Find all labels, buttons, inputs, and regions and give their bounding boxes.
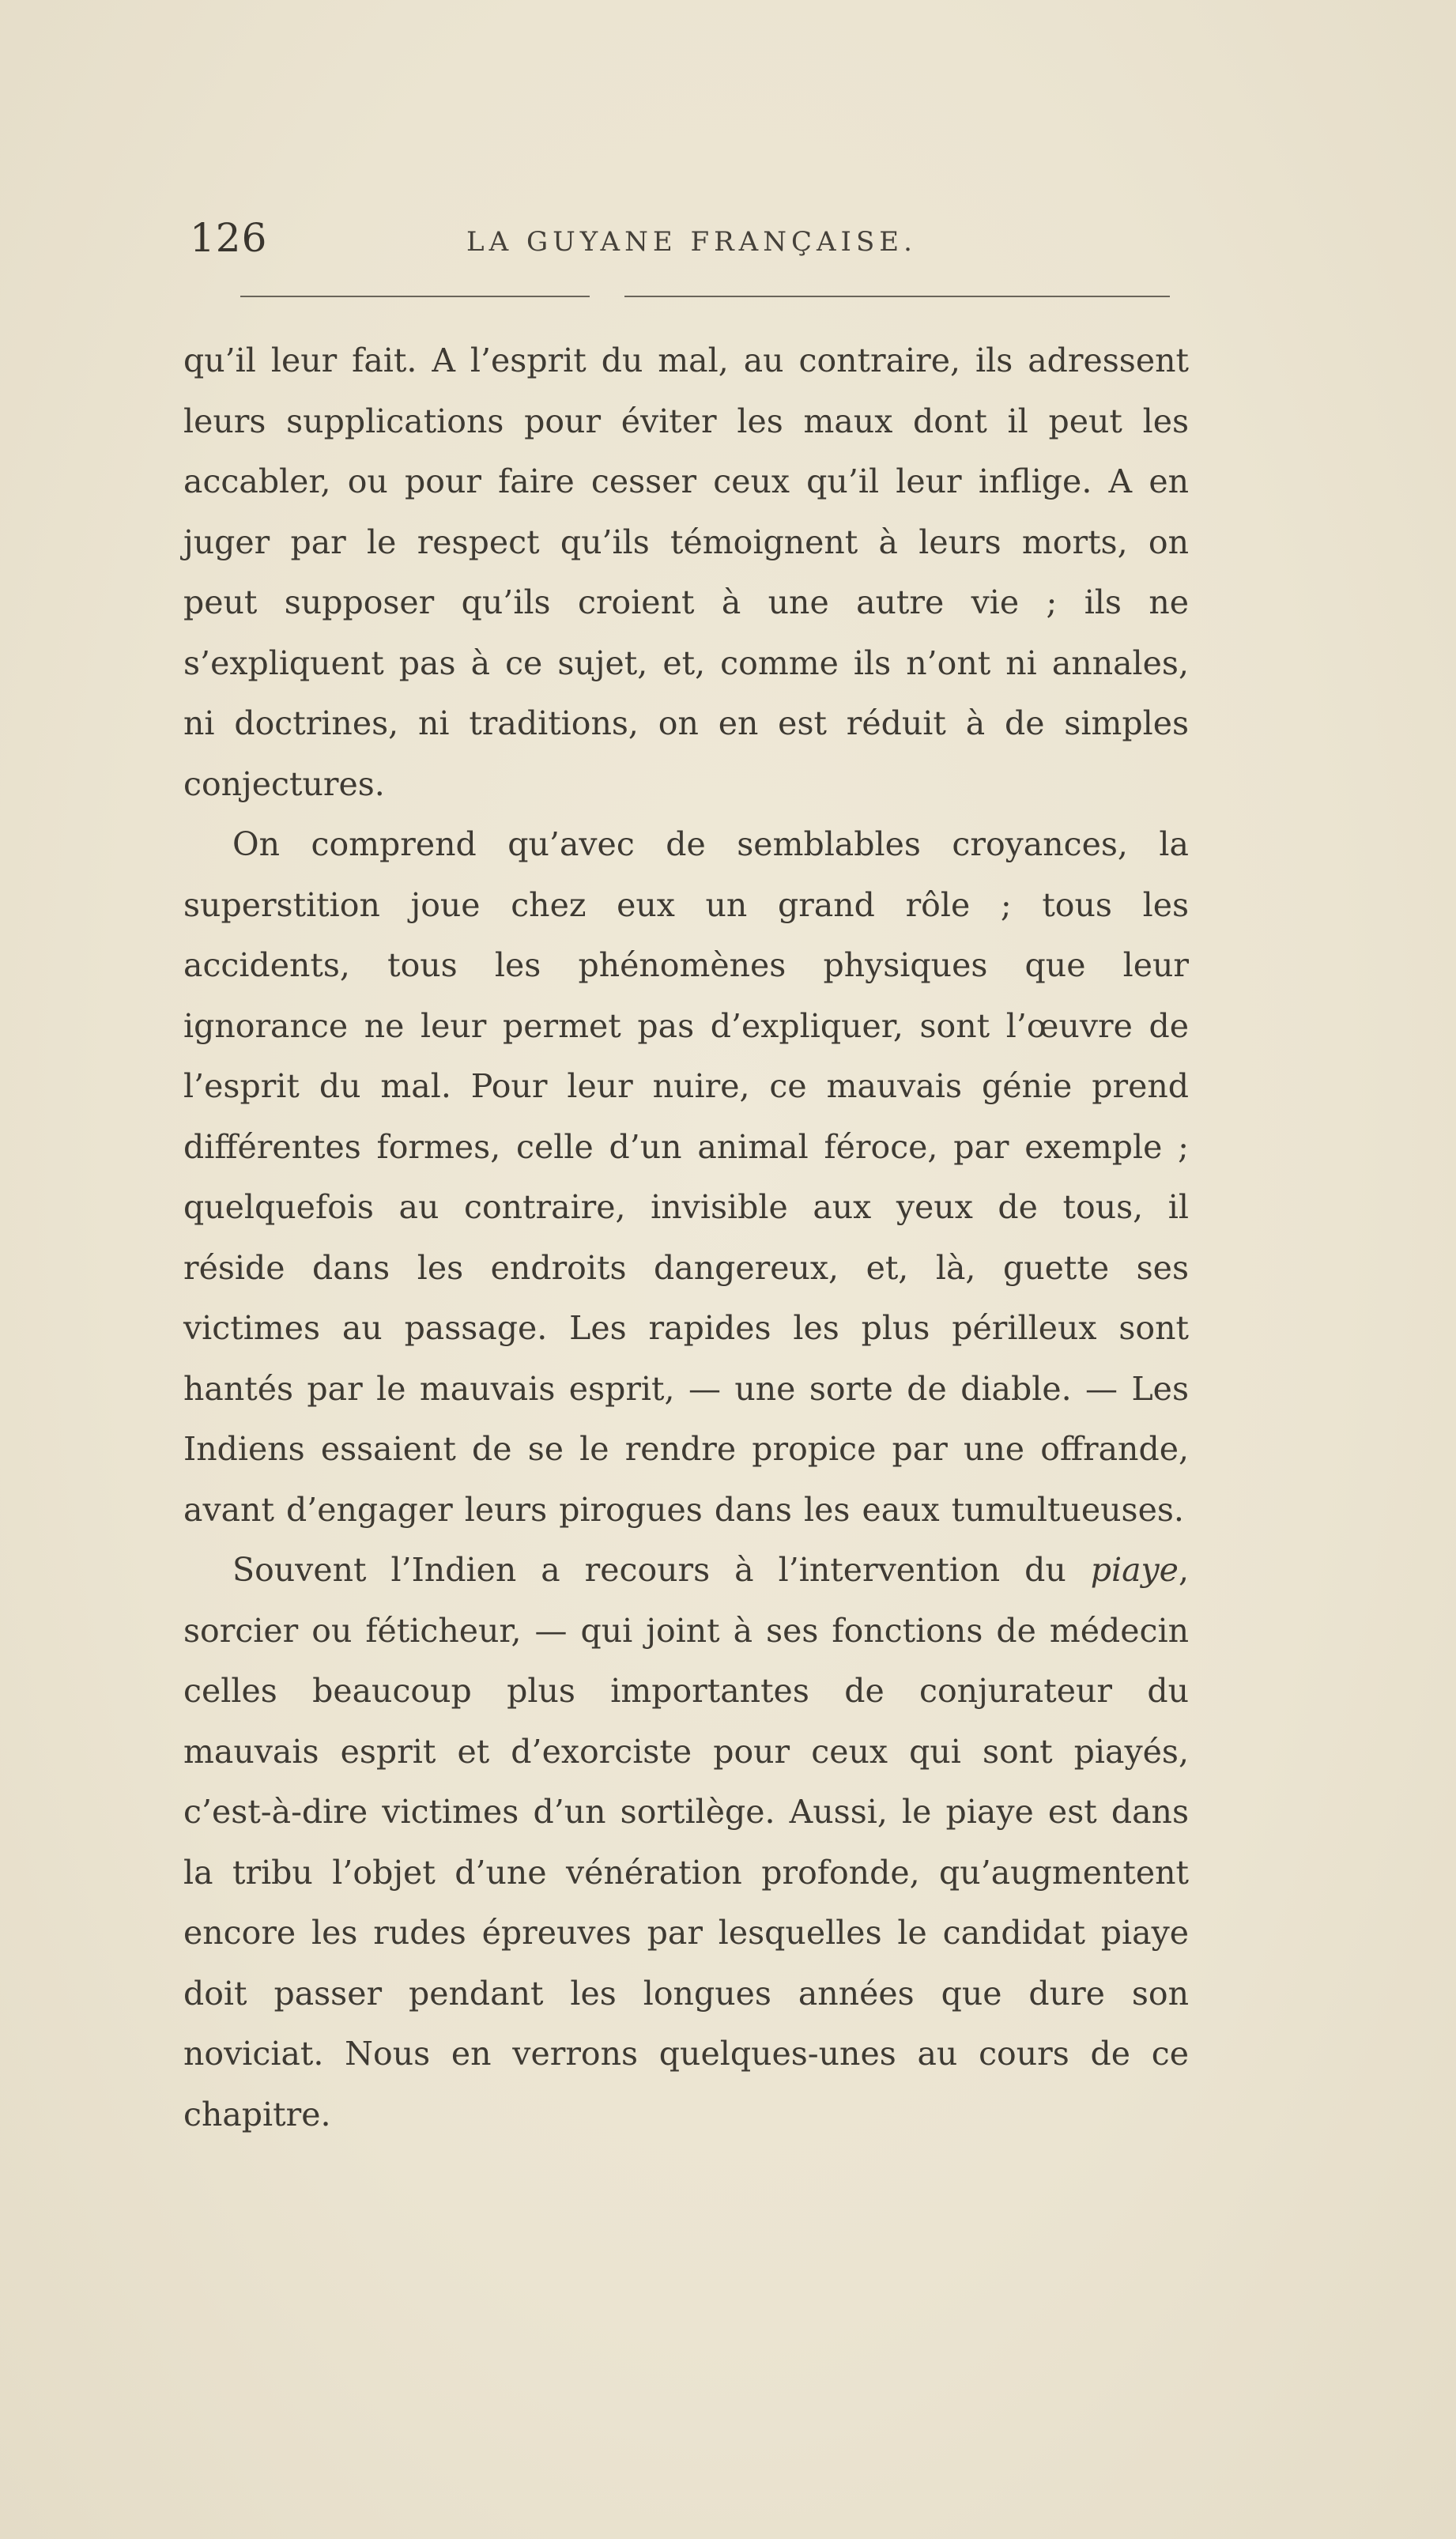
paragraph-3-text-start: Souvent l’Indien a recours à l’intervention du [232,1551,1091,1589]
paragraph-1: qu’il leur fait. A l’esprit du mal, au contraire, ils adressent leurs supplications pour éviter les maux dont il peut les accabler, ou pour faire cesser ceux qu’il leur inflige. A en juger par le respect qu’ils témoignent à leurs morts, on peut supposer qu’ils croient à une autre vie ; ils ne s’expliquent pas à ce sujet, et, comme ils n’ont ni annales, ni doctrines, ni traditions, on en est réduit à de simples conjectures. [183,341,1189,803]
header-rule-right [624,296,1170,297]
paragraph-3 [183,1540,1189,2145]
running-title: LA GUYANE FRANÇAISE. [466,226,917,258]
body-text [183,330,1189,2145]
paragraph-3-text-end: , sorcier ou féticheur, — qui joint à ses fonctions de médecin celles beaucoup plus importantes de conjurateur du mauvais esprit et d’exorciste pour ceux qui sont piayés, c’est-à-dire victimes d’un sortilège. Aussi, le piaye est dans la tribu l’objet d’une vénération profonde, qu’augmentent encore les rudes épreuves par lesquelles le candidat piaye doit passer pendant les longues années que dure son noviciat. Nous en verrons quelques-unes au cours de ce chapitre. [183,1551,1189,2133]
page-number: 126 [190,215,268,261]
piaye-term: piaye [1090,1551,1179,1589]
page-header [190,215,1186,270]
paragraph-2: On comprend qu’avec de semblables croyances, la superstition joue chez eux un grand rôle ; tous les accidents, tous les phénomènes physiques que leur ignorance ne leur permet pas d’expliquer, sont l’œuvre de l’esprit du mal. Pour leur nuire, ce mauvais génie prend différentes formes, celle d’un animal féroce, par exemple ; quelquefois au contraire, invisible aux yeux de tous, il réside dans les endroits dangereux, et, là, guette ses victimes au passage. Les rapides les plus périlleux sont hantés par le mauvais esprit, — une sorte de diable. — Les Indiens essaient de se le rendre propice par une offrande, avant d’engager leurs pirogues dans les eaux tumultueuses. [183,825,1189,1529]
header-rule-left [240,296,590,297]
